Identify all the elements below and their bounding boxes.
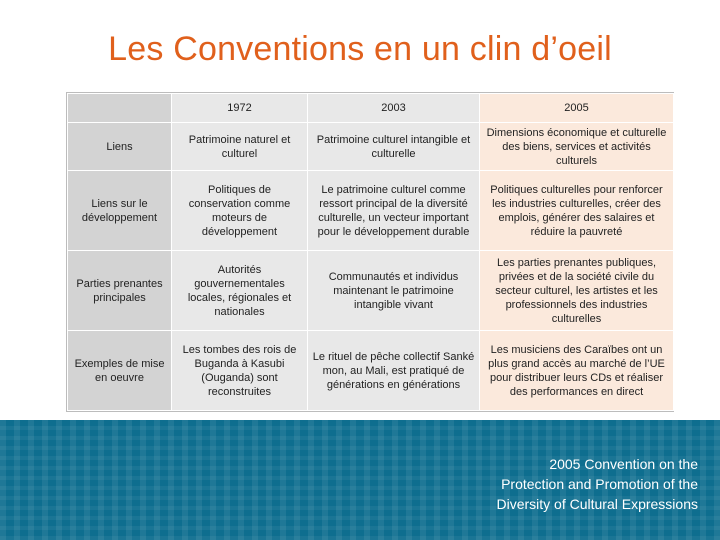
table-cell: Politiques de conservation comme moteurs de développement	[172, 171, 308, 251]
banner-caption	[398, 454, 698, 514]
conventions-table	[66, 92, 674, 412]
banner-line: Protection and Promotion of the	[501, 476, 698, 492]
table-header-row	[68, 94, 674, 123]
table-cell: Autorités gouvernementales locales, régionales et nationales	[172, 251, 308, 331]
banner-line: 2005 Convention on the	[549, 456, 698, 472]
header-1972: 1972	[172, 94, 308, 123]
row-label: Exemples de mise en oeuvre	[68, 331, 172, 411]
table-cell: Patrimoine naturel et culturel	[172, 123, 308, 171]
table-cell: Le patrimoine culturel comme ressort principal de la diversité culturelle, un vecteur important pour le développement durable	[308, 171, 480, 251]
row-label: Parties prenantes principales	[68, 251, 172, 331]
table-cell: Communautés et individus maintenant le patrimoine intangible vivant	[308, 251, 480, 331]
header-2003: 2003	[308, 94, 480, 123]
row-label: Liens sur le développement	[68, 171, 172, 251]
table-cell: Politiques culturelles pour renforcer les industries culturelles, créer des emplois, générer des salaires et réduire la pauvreté	[480, 171, 674, 251]
table-row	[68, 123, 674, 171]
header-empty	[68, 94, 172, 123]
row-label: Liens	[68, 123, 172, 171]
table-cell: Les tombes des rois de Buganda à Kasubi (Ouganda) sont reconstruites	[172, 331, 308, 411]
table-cell: Les musiciens des Caraïbes ont un plus grand accès au marché de l’UE pour distribuer leurs CDs et réaliser des performances en direct	[480, 331, 674, 411]
table-cell: Patrimoine culturel intangible et culturelle	[308, 123, 480, 171]
table-row	[68, 251, 674, 331]
header-2005: 2005	[480, 94, 674, 123]
table-row	[68, 171, 674, 251]
page-title: Les Conventions en un clin d’oeil	[108, 30, 612, 68]
table-cell: Les parties prenantes publiques, privées et de la société civile du secteur culturel, les artistes et les professionnels des industries culturelles	[480, 251, 674, 331]
table-cell: Dimensions économique et culturelle des biens, services et activités culturels	[480, 123, 674, 171]
banner-line: Diversity of Cultural Expressions	[496, 496, 698, 512]
table-cell: Le rituel de pêche collectif Sanké mon, au Mali, est pratiqué de générations en générations	[308, 331, 480, 411]
table-row	[68, 331, 674, 411]
